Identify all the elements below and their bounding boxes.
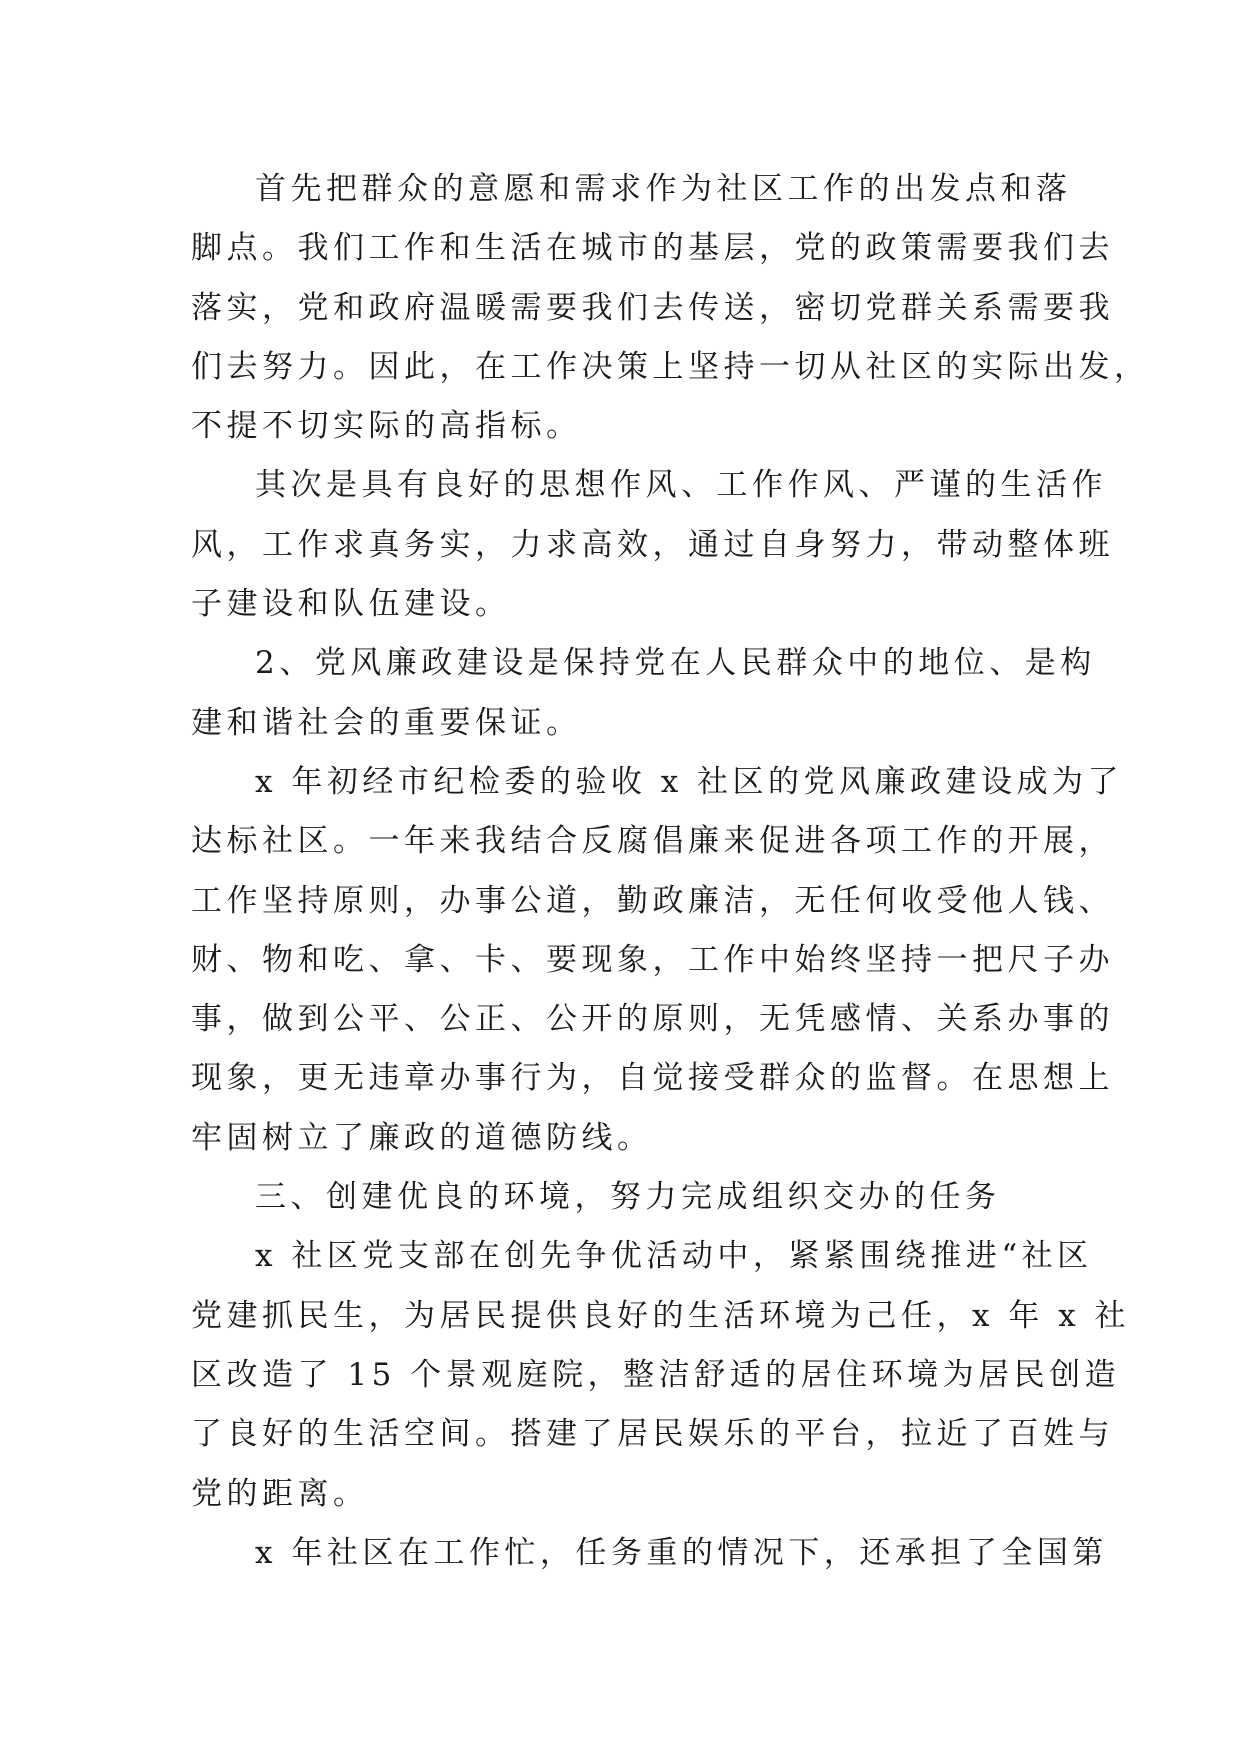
text-line: 工作坚持原则，办事公道，勤政廉洁，无任何收受他人钱、	[191, 882, 1114, 919]
text-line: 财、物和吃、拿、卡、要现象，工作中始终坚持一把尺子办	[191, 941, 1114, 978]
text-line: 2、党风廉政建设是保持党在人民群众中的地位、是构	[255, 645, 1096, 682]
text-line: 子建设和队伍建设。	[191, 586, 511, 623]
document-body	[191, 160, 1150, 1583]
text-line: 们去努力。因此，在工作决策上坚持一切从社区的实际出发，	[191, 348, 1150, 385]
text-line: 其次是具有良好的思想作风、工作作风、严谨的生活作	[255, 467, 1107, 504]
section-heading: 三、创建优良的环境，努力完成组织交办的任务	[255, 1179, 1001, 1216]
text-line: 风，工作求真务实，力求高效，通过自身努力，带动整体班	[191, 526, 1114, 563]
text-line: 落实，党和政府温暖需要我们去传送，密切党群关系需要我	[191, 289, 1114, 326]
text-line: 党建抓民生，为居民提供良好的生活环境为己任，x 年 x 社	[191, 1297, 1131, 1334]
text-line: 了良好的生活空间。搭建了居民娱乐的平台，拉近了百姓与	[191, 1416, 1114, 1453]
text-line: 现象，更无违章办事行为，自觉接受群众的监督。在思想上	[191, 1060, 1114, 1097]
text-line: x 年社区在工作忙，任务重的情况下，还承担了全国第	[255, 1534, 1108, 1571]
text-line: 首先把群众的意愿和需求作为社区工作的出发点和落	[255, 171, 1072, 207]
text-line: 党的距离。	[191, 1475, 369, 1512]
text-line: 事，做到公平、公正、公开的原则，无凭感情、关系办事的	[191, 1001, 1114, 1038]
text-line: 脚点。我们工作和生活在城市的基层，党的政策需要我们去	[191, 230, 1114, 267]
text-line: 区改造了 15 个景观庭院，整洁舒适的居住环境为居民创造	[191, 1356, 1121, 1393]
text-line: 牢固树立了廉政的道德防线。	[191, 1119, 653, 1156]
text-line: 建和谐社会的重要保证。	[191, 704, 582, 741]
text-line: x 社区党支部在创先争优活动中，紧紧围绕推进“社区	[255, 1238, 1093, 1275]
text-line: 不提不切实际的高指标。	[191, 408, 582, 445]
text-line: x 年初经市纪检委的验收 x 社区的党风廉政建设成为了	[255, 763, 1124, 800]
text-line: 达标社区。一年来我结合反腐倡廉来促进各项工作的开展，	[191, 823, 1114, 860]
